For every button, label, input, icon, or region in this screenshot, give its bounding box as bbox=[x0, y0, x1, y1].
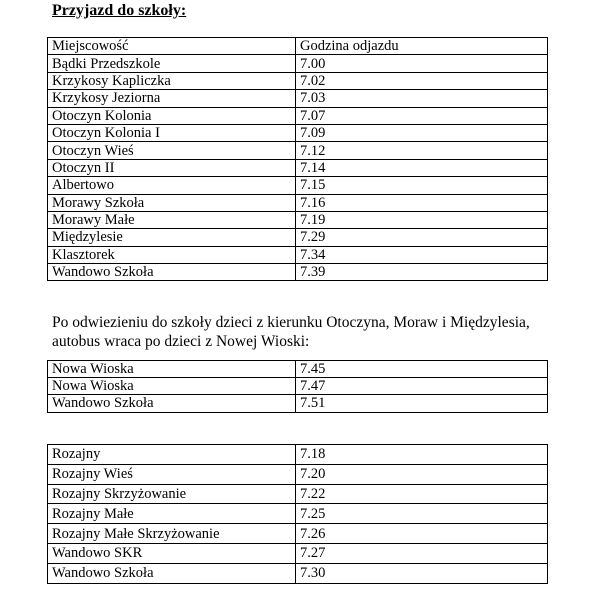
table-row bbox=[48, 445, 548, 465]
table-row bbox=[48, 142, 548, 159]
departure-time-cell: 7.26 bbox=[296, 524, 548, 544]
departure-time-cell: 7.25 bbox=[296, 504, 548, 524]
stop-name-cell: Nowa Wioska bbox=[48, 361, 296, 378]
departure-time-cell: 7.47 bbox=[296, 378, 548, 395]
table-row bbox=[48, 484, 548, 504]
stop-name-cell: Wandowo Szkoła bbox=[48, 395, 296, 412]
stop-name-cell: Krzykosy Kapliczka bbox=[48, 72, 296, 89]
page-title: Przyjazd do szkoły: bbox=[52, 2, 187, 19]
table-row bbox=[48, 55, 548, 72]
stop-name-cell: Wandowo Szkoła bbox=[48, 264, 296, 281]
departure-time-cell: 7.03 bbox=[296, 90, 548, 107]
table-row bbox=[48, 124, 548, 141]
departure-time-cell: 7.12 bbox=[296, 142, 548, 159]
table-row bbox=[48, 264, 548, 281]
return-note bbox=[52, 313, 572, 351]
departure-time-cell: 7.45 bbox=[296, 361, 548, 378]
stop-name-cell: Międzylesie bbox=[48, 229, 296, 246]
stop-name-cell: Otoczyn Kolonia I bbox=[48, 124, 296, 141]
departure-table-nowa-wioska bbox=[47, 360, 548, 413]
table-row bbox=[48, 378, 548, 395]
departure-time-cell: 7.07 bbox=[296, 107, 548, 124]
departure-time-cell: 7.20 bbox=[296, 464, 548, 484]
header-locality: Miejscowość bbox=[48, 38, 296, 55]
table-row bbox=[48, 159, 548, 176]
stop-name-cell: Morawy Szkoła bbox=[48, 194, 296, 211]
departure-time-cell: 7.00 bbox=[296, 55, 548, 72]
departure-time-cell: 7.29 bbox=[296, 229, 548, 246]
table-header-row bbox=[48, 38, 548, 55]
return-note-line: Po odwiezieniu do szkoły dzieci z kierunku Otoczyna, Moraw i Międzylesia, bbox=[52, 314, 530, 331]
header-departure-time: Godzina odjazdu bbox=[296, 38, 548, 55]
stop-name-cell: Klasztorek bbox=[48, 246, 296, 263]
stop-name-cell: Albertowo bbox=[48, 177, 296, 194]
departure-time-cell: 7.15 bbox=[296, 177, 548, 194]
departure-time-cell: 7.51 bbox=[296, 395, 548, 412]
table-row bbox=[48, 107, 548, 124]
departure-time-cell: 7.09 bbox=[296, 124, 548, 141]
departure-table-main bbox=[47, 37, 548, 281]
stop-name-cell: Otoczyn II bbox=[48, 159, 296, 176]
table-row bbox=[48, 194, 548, 211]
stop-name-cell: Rozajny bbox=[48, 445, 296, 465]
table-row bbox=[48, 229, 548, 246]
departure-table-rozajny bbox=[47, 444, 548, 584]
departure-time-cell: 7.22 bbox=[296, 484, 548, 504]
table-row bbox=[48, 246, 548, 263]
return-note-line: autobus wraca po dzieci z Nowej Wioski: bbox=[52, 333, 310, 350]
stop-name-cell: Rozajny Małe Skrzyżowanie bbox=[48, 524, 296, 544]
table-row bbox=[48, 395, 548, 412]
table-row bbox=[48, 211, 548, 228]
stop-name-cell: Wandowo SKR bbox=[48, 543, 296, 563]
stop-name-cell: Wandowo Szkoła bbox=[48, 563, 296, 583]
stop-name-cell: Krzykosy Jeziorna bbox=[48, 90, 296, 107]
departure-time-cell: 7.14 bbox=[296, 159, 548, 176]
departure-time-cell: 7.30 bbox=[296, 563, 548, 583]
table-row bbox=[48, 464, 548, 484]
departure-time-cell: 7.27 bbox=[296, 543, 548, 563]
departure-time-cell: 7.16 bbox=[296, 194, 548, 211]
table-row bbox=[48, 361, 548, 378]
departure-time-cell: 7.02 bbox=[296, 72, 548, 89]
table-row bbox=[48, 504, 548, 524]
stop-name-cell: Otoczyn Kolonia bbox=[48, 107, 296, 124]
stop-name-cell: Otoczyn Wieś bbox=[48, 142, 296, 159]
departure-time-cell: 7.39 bbox=[296, 264, 548, 281]
stop-name-cell: Bądki Przedszkole bbox=[48, 55, 296, 72]
table-row bbox=[48, 90, 548, 107]
table-row bbox=[48, 524, 548, 544]
table-row bbox=[48, 543, 548, 563]
departure-time-cell: 7.34 bbox=[296, 246, 548, 263]
departure-time-cell: 7.18 bbox=[296, 445, 548, 465]
table-row bbox=[48, 72, 548, 89]
stop-name-cell: Rozajny Skrzyżowanie bbox=[48, 484, 296, 504]
table-row bbox=[48, 177, 548, 194]
stop-name-cell: Morawy Małe bbox=[48, 211, 296, 228]
stop-name-cell: Nowa Wioska bbox=[48, 378, 296, 395]
departure-time-cell: 7.19 bbox=[296, 211, 548, 228]
table-row bbox=[48, 563, 548, 583]
stop-name-cell: Rozajny Wieś bbox=[48, 464, 296, 484]
stop-name-cell: Rozajny Małe bbox=[48, 504, 296, 524]
